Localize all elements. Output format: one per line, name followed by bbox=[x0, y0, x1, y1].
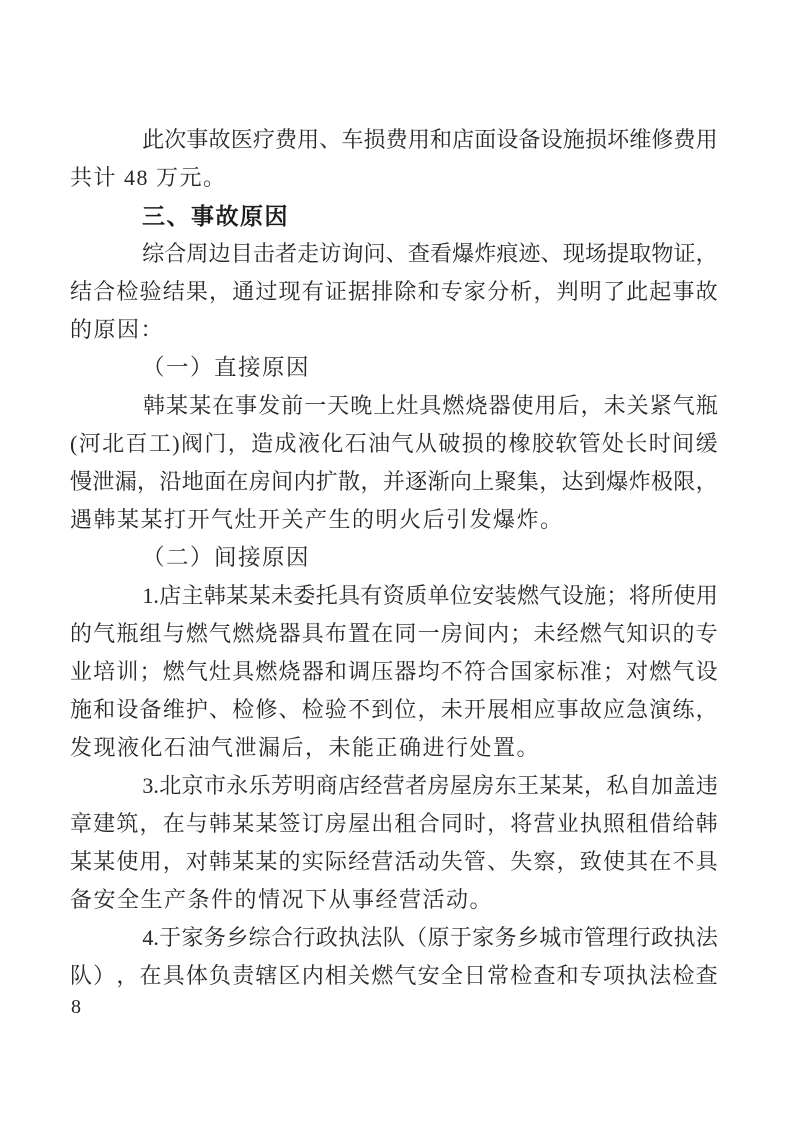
body-text-line: 3. 北 京 市 永 乐 芳 明 商 店 经 营 者 房 屋 房 东 王 某 某 ， 私 自 加 盖 违 bbox=[142, 773, 718, 798]
body-text-line: 的原因： bbox=[70, 317, 165, 342]
body-text-line: 遇韩某某打开气灶开关产生的明火后引发爆炸。 bbox=[70, 507, 564, 532]
body-text-line: 共计 48 万元。 bbox=[70, 165, 227, 190]
body-text-line: 章 建 筑 ， 在 与 韩 某 某 签 订 房 屋 出 租 合 同 时 ， 将 营 业 执 照 租 借 给 韩 bbox=[70, 811, 718, 836]
body-text-line: 慢 泄 漏 ， 沿 地 面 在 房 间 内 扩 散 ， 并 逐 渐 向 上 聚 集 ， 达 到 爆 炸 极 限 ， bbox=[70, 469, 718, 494]
sub-heading: （二）间接原因 bbox=[142, 545, 311, 570]
body-text-line: 此 次 事 故 医 疗 费 用 、 车 损 费 用 和 店 面 设 备 设 施 损 坏 维 修 费 用 bbox=[142, 127, 718, 152]
body-text-line: 韩 某 某 在 事 发 前 一 天 晚 上 灶 具 燃 烧 器 使 用 后 ， 未 关 紧 气 瓶 bbox=[143, 393, 718, 418]
body-text-line: 1. 店 主 韩 某 某 未 委 托 具 有 资 质 单 位 安 装 燃 气 设 施 ； 将 所 使 用 bbox=[142, 583, 718, 608]
body-text-line: ( 河 北 百 工 ) 阀 门 ， 造 成 液 化 石 油 气 从 破 损 的 橡 胶 软 管 处 长 时 间 缓 bbox=[70, 431, 718, 456]
sub-heading: （一）直接原因 bbox=[142, 355, 311, 380]
body-text-line: 业 培 训 ； 燃 气 灶 具 燃 烧 器 和 调 压 器 均 不 符 合 国 家 标 准 ； 对 燃 气 设 bbox=[70, 659, 718, 684]
body-text-line: 备安全生产条件的情况下从事经营活动。 bbox=[70, 887, 494, 912]
body-text-line: 队 ） ， 在 具 体 负 责 辖 区 内 相 关 燃 气 安 全 日 常 检 查 和 专 项 执 法 检 查 bbox=[70, 963, 718, 988]
body-text-line: 综 合 周 边 目 击 者 走 访 询 问 、 查 看 爆 炸 痕 迹 、 现 场 提 取 物 证 ， bbox=[142, 241, 718, 266]
body-text-line: 某 某 使 用 ， 对 韩 某 某 的 实 际 经 营 活 动 失 管 、 失 察 ， 致 使 其 在 不 具 bbox=[70, 849, 718, 874]
body-text-line: 结 合 检 验 结 果 ， 通 过 现 有 证 据 排 除 和 专 家 分 析 ， 判 明 了 此 起 事 故 bbox=[70, 279, 718, 304]
section-heading: 三、事故原因 bbox=[142, 203, 289, 229]
body-text-line: 发现液化石油气泄漏后，未能正确进行处置。 bbox=[70, 735, 541, 760]
body-text-line: 4. 于 家 务 乡 综 合 行 政 执 法 队 （ 原 于 家 务 乡 城 市 管 理 行 政 执 法 bbox=[142, 925, 718, 950]
page-number: 8 bbox=[71, 996, 81, 1018]
document-body bbox=[70, 121, 718, 995]
body-text-line: 的 气 瓶 组 与 燃 气 燃 烧 器 具 布 置 在 同 一 房 间 内 ； 未 经 燃 气 知 识 的 专 bbox=[70, 621, 718, 646]
body-text-line: 施 和 设 备 维 护 、 检 修 、 检 验 不 到 位 ， 未 开 展 相 应 事 故 应 急 演 练 ， bbox=[70, 697, 718, 722]
